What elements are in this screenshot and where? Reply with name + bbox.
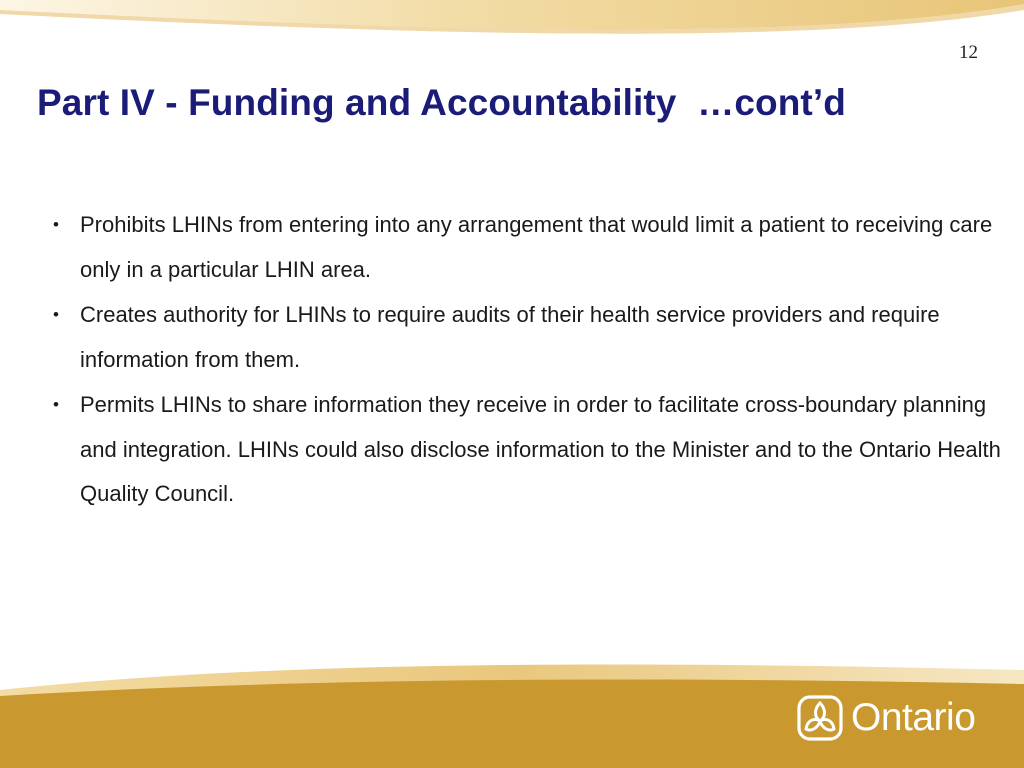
bullet-text: Creates authority for LHINs to require audits of their health service providers and require information from them. xyxy=(80,302,940,372)
bullet-text: Prohibits LHINs from entering into any arrangement that would limit a patient to receiving care only in a particular LHIN area. xyxy=(80,212,993,282)
bullet-item xyxy=(53,383,1003,517)
ontario-logo-text: Ontario xyxy=(851,696,976,739)
bullet-item xyxy=(53,203,1003,292)
page-number: 12 xyxy=(959,42,978,63)
trillium-icon xyxy=(797,695,843,741)
bullet-text: Permits LHINs to share information they receive in order to facilitate cross-boundary planning and integration. LHINs could also disclose information to the Minister and to the Ontario Health Quality Council. xyxy=(80,392,1001,506)
top-decorative-swoosh xyxy=(0,0,1024,48)
slide-title: Part IV - Funding and Accountability …cont’d xyxy=(37,82,846,123)
bullet-dot: • xyxy=(53,305,59,324)
ontario-logo xyxy=(797,694,987,742)
bullet-dot: • xyxy=(53,395,59,414)
bullet-list xyxy=(53,203,1003,518)
bullet-item xyxy=(53,293,1003,382)
bullet-dot: • xyxy=(53,215,59,234)
